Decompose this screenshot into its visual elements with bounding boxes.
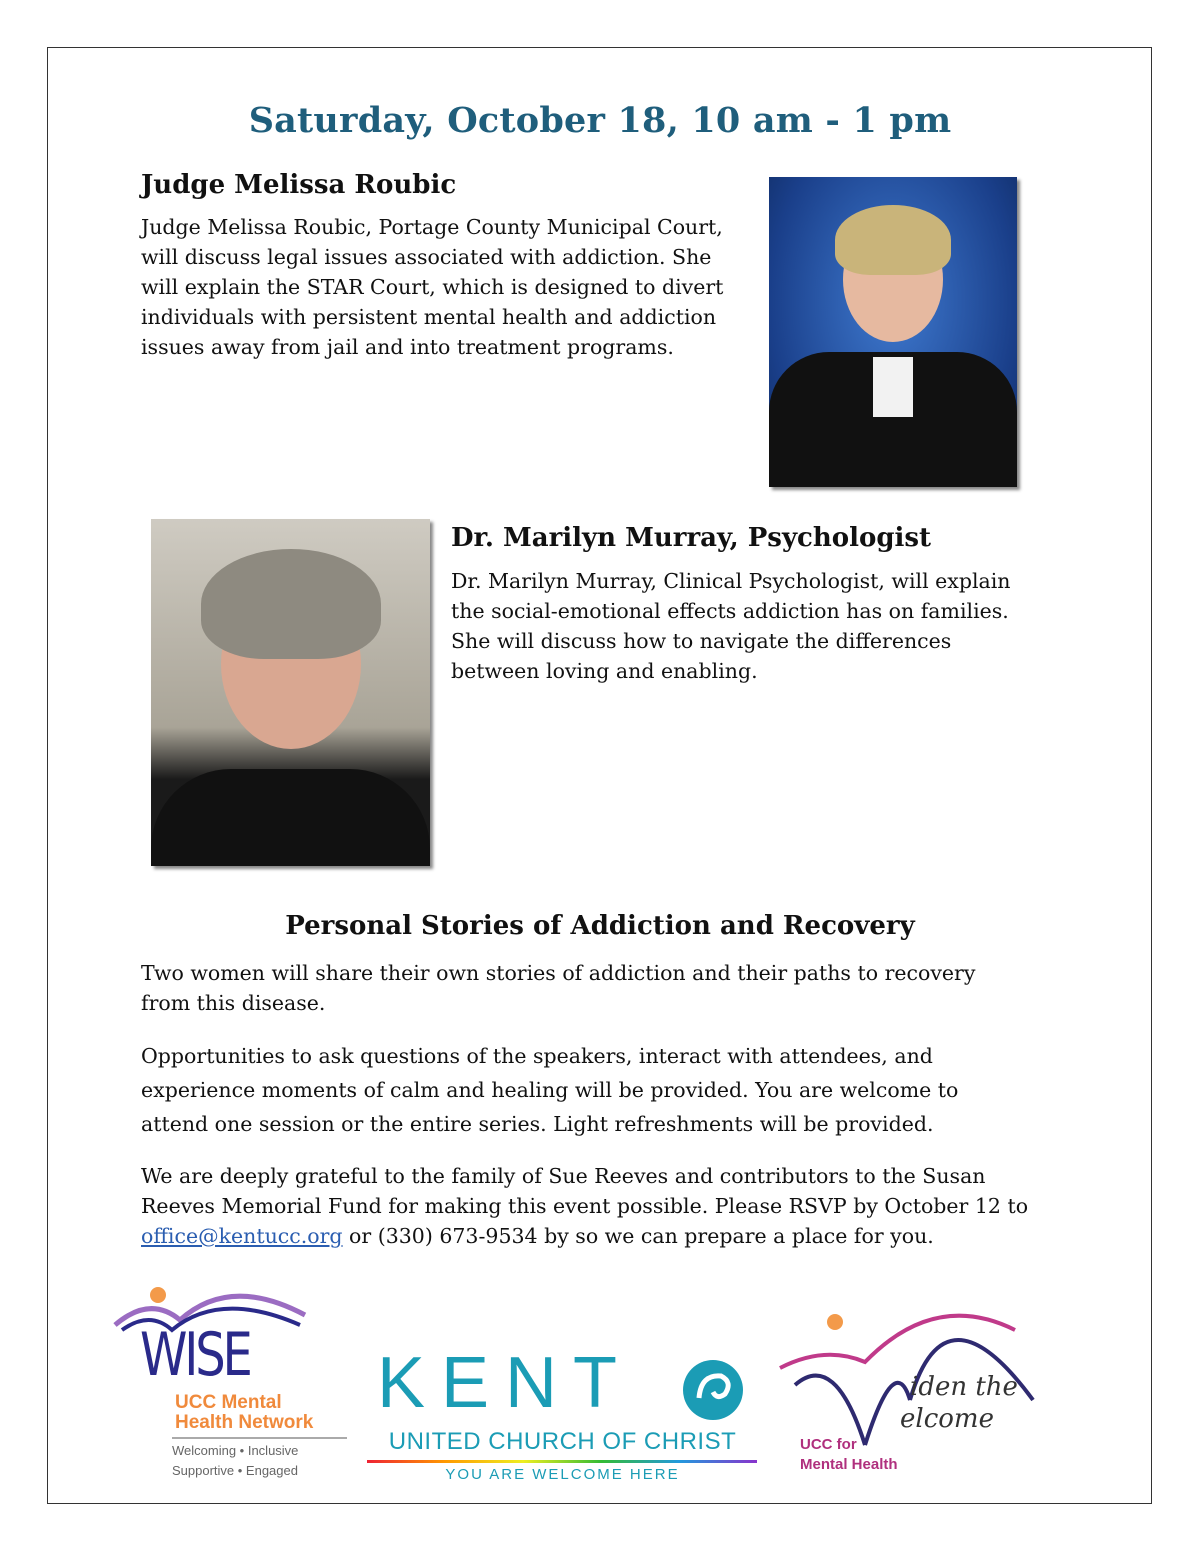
- bio-line: Judge Melissa Roubic, Portage County Municipal Court,: [141, 215, 723, 239]
- text-line: Reeves Memorial Fund for making this event possible. Please RSVP by October 12 to: [141, 1194, 1029, 1218]
- speaker1-bio: [141, 212, 723, 362]
- stories-paragraph-3: [141, 1161, 1028, 1251]
- text-line: experience moments of calm and healing will be provided. You are welcome to: [141, 1078, 959, 1102]
- stories-paragraph-2: [141, 1039, 958, 1141]
- text-line: [141, 1221, 1028, 1251]
- bio-line: issues away from jail and into treatment programs.: [141, 335, 674, 359]
- rsvp-email-link[interactable]: office@kentucc.org: [141, 1224, 343, 1248]
- kent-tagline: YOU ARE WELCOME HERE: [445, 1466, 680, 1483]
- speaker2-name: Dr. Marilyn Murray, Psychologist: [451, 523, 932, 553]
- bio-line: will discuss legal issues associated with addiction. She: [141, 245, 712, 269]
- wise-tag: Supportive • Engaged: [172, 1463, 298, 1478]
- text-line: attend one session or the entire series. Light refreshments will be provided.: [141, 1112, 934, 1136]
- wave-circle-icon: [681, 1358, 745, 1422]
- stories-heading: Personal Stories of Addiction and Recovery: [285, 911, 915, 941]
- bio-line: the social-emotional effects addiction has on families.: [451, 599, 1009, 623]
- bio-line: She will discuss how to navigate the differences: [451, 629, 952, 653]
- judge-roubic-photo: [769, 177, 1017, 487]
- widen-line: iden the: [910, 1372, 1018, 1402]
- kent-ucc-logo: [365, 1343, 760, 1490]
- stories-paragraph-1: [141, 958, 975, 1018]
- wise-tag: Welcoming • Inclusive: [172, 1443, 299, 1458]
- widen-the-welcome-logo: [775, 1290, 1045, 1480]
- speaker1-name: Judge Melissa Roubic: [141, 170, 457, 200]
- wise-line: Health Network: [175, 1412, 314, 1433]
- text-line: from this disease.: [141, 991, 326, 1015]
- widen-org-line: UCC for: [800, 1436, 857, 1453]
- kent-mark: KENT: [377, 1343, 634, 1423]
- dr-murray-photo: [151, 519, 430, 866]
- wise-tagline: [172, 1441, 298, 1481]
- bio-line: between loving and enabling.: [451, 659, 758, 683]
- wise-line: UCC Mental: [175, 1392, 282, 1413]
- speaker2-bio: [451, 566, 1011, 686]
- bio-line: will explain the STAR Court, which is designed to divert: [141, 275, 724, 299]
- wise-mark: WISE: [140, 1320, 250, 1390]
- text-line: We are deeply grateful to the family of Sue Reeves and contributors to the Susan: [141, 1164, 986, 1188]
- kent-subtitle: UNITED CHURCH OF CHRIST: [388, 1428, 737, 1455]
- event-date-title: Saturday, October 18, 10 am - 1 pm: [248, 100, 952, 141]
- text-line: Opportunities to ask questions of the speakers, interact with attendees, and: [141, 1044, 933, 1068]
- widen-org: [800, 1435, 898, 1475]
- widen-line: elcome: [900, 1404, 994, 1434]
- bio-line: individuals with persistent mental health and addiction: [141, 305, 717, 329]
- rsvp-phone-text: or (330) 673-9534 by so we can prepare a place for you.: [342, 1224, 934, 1248]
- wise-logo: [110, 1275, 350, 1485]
- widen-org-line: Mental Health: [800, 1456, 898, 1473]
- text-line: Two women will share their own stories of addiction and their paths to recovery: [141, 961, 976, 985]
- wise-name: [175, 1393, 313, 1433]
- bio-line: Dr. Marilyn Murray, Clinical Psychologist, will explain: [451, 569, 1011, 593]
